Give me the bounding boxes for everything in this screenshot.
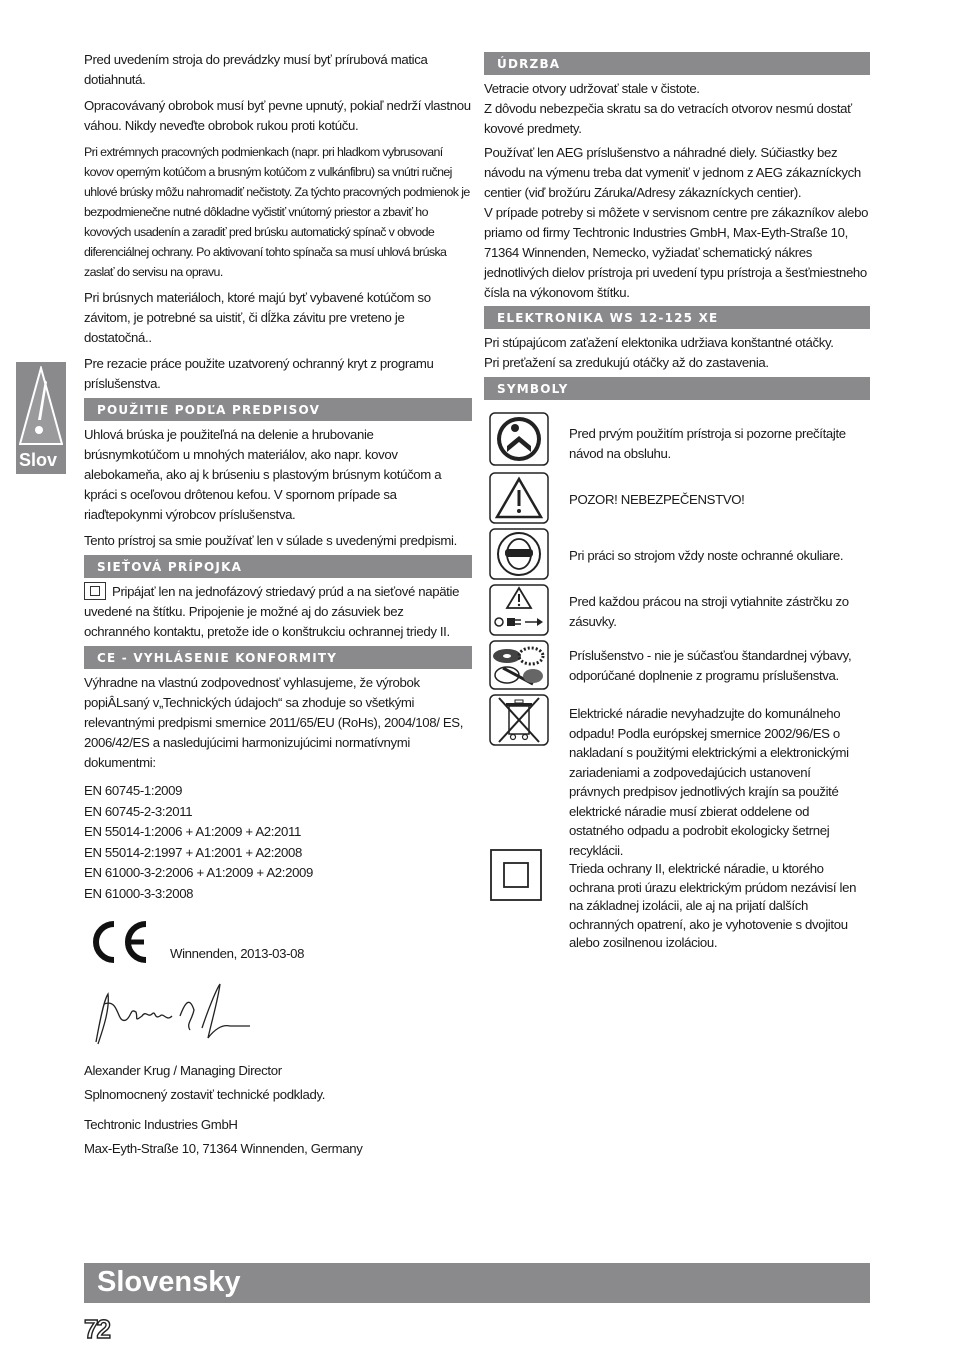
symbol-text-class-ii: Trieda ochrany II, elektrické náradie, u ktorého ochrana proti úrazu elektrickým prúdom nezávisí len na základnej izolácii, ale aj na prijatí dalších ochranných opatrení, ako je vyhotovenie s dvojitou alebo zosilnenou izoláciou. <box>569 861 857 950</box>
symbol-text-accessories: Príslušenstvo - nie je súčasťou štandardnej výbavy, odporúčané doplnenie z programu príslušenstva. <box>569 648 852 683</box>
company-name: Techtronic Industries GmbH <box>84 1117 238 1132</box>
ce-mark-icon <box>86 920 150 964</box>
paragraph-mains <box>84 582 472 642</box>
standard-item: EN 55014-2:1997 + A1:2001 + A2:2008 <box>84 844 302 860</box>
paragraph-workpiece: Opracovávaný obrobok musí byť pevne upnutý, pokiaľ nedrží vlastnou váhou. Nikdy neveďte obrobok rukou proti kotúču. <box>84 98 471 133</box>
standard-item: EN 61000-3-2:2006 + A1:2009 + A2:2009 <box>84 865 314 880</box>
symbols-list <box>484 404 870 950</box>
warning-exclamation-icon <box>19 366 63 446</box>
heading-electronics: ELEKTRONIKA WS 12-125 XE <box>484 306 870 329</box>
heading-mains-connection: SIEŤOVÁ PRÍPOJKA <box>84 555 472 578</box>
elec-line-1: Pri stúpajúcom zaťažení elektonika udržiava konštantné otáčky. <box>484 335 834 350</box>
read-manual-icon <box>489 412 549 466</box>
language-side-tab <box>16 362 66 474</box>
paragraph-maint-parts <box>484 143 870 303</box>
standard-item: EN 55014-1:2006 + A1:2009 + A2:2011 <box>84 824 302 839</box>
symbol-text-goggles: Pri práci so strojom vždy noste ochranné okuliare. <box>569 548 844 563</box>
safety-goggles-icon <box>489 528 549 580</box>
paragraph-cutting-guard: Pre rezacie práce použite uzatvorený ochranný kryt z programu príslušenstva. <box>84 356 434 391</box>
class-ii-icon <box>489 848 543 902</box>
crossed-bin-icon <box>489 694 549 746</box>
footer-language-title: Slovensky <box>97 1266 241 1298</box>
elec-line-2: Pri preťažení sa zredukujú otáčky až do zastavenia. <box>484 355 769 370</box>
authorized-person: Splnomocnený zostaviť technické podklady. <box>84 1087 326 1102</box>
paragraph-use-compliance: Tento prístroj sa smie používať len v súlade s uvedenými predpismi. <box>84 533 457 548</box>
right-column <box>484 52 870 950</box>
company-address: Max-Eyth-Straße 10, 71364 Winnenden, Germany <box>84 1141 363 1156</box>
place-date: Winnenden, 2013-03-08 <box>170 946 305 961</box>
standard-item: EN 60745-2-3:2011 <box>84 803 193 819</box>
paragraph-thread-length: Pri brúsnych materiáloch, ktoré majú byť vybavené kotúčom so závitom, je potrebné sa uistiť, či dĺžka závitu pre vreteno je dostatočná.. <box>84 290 431 345</box>
standard-item: EN 61000-3-3:2008 <box>84 885 194 901</box>
heading-maintenance: ÚDRZBA <box>484 52 870 75</box>
symbol-text-warning: POZOR! NEBEZPEČENSTVO! <box>569 492 745 507</box>
paragraph-extreme-conditions: Pri extrémnych pracovných podmienkach (napr. pri hladkom vybrusovaní kovov operným kotúčom a brusným kotúčom z vulkánfibru) sa vnútri ručnej uhlové brúsky môžu nahromadiť nečistoty. Za týchto pracovných podmienok je bezpodmienečne nutné dôkladne vyčistiť vnútorný priestor a zbaviť ho kovových usadenín a zaradiť pred brúsku automatický spínač v obvode diferenciálnej ochrany. Po aktivovaní tohto spínača sa musí uhlová brúska zaslať do servisu na opravu. <box>84 145 470 279</box>
symbol-text-unplug: Pred každou prácou na stroji vytiahnite zástrčku zo zásuvky. <box>569 594 849 629</box>
mains-text: Pripájať len na jednofázový striedavý prúd a na sieťové napätie uvedené na štítku. Pripojenie je možné aj do zásuviek bez ochranného kontaktu, pretože ide o konštrukciu ochrannej triedy II. <box>84 584 460 639</box>
paragraph-flange-nut: Pred uvedením stroja do prevádzky musí byť prírubová matica dotiahnutá. <box>84 52 428 87</box>
standard-item: EN 60745-1:2009 <box>84 783 183 798</box>
maint-line-4: V prípade potreby si môžete v servisnom centre pre zákazníkov alebo priamo od firmy Techtronic Industries GmbH, Max-Eyth-Straße 10, 71364 Winnenden, Nemecko, vyžiadať schematický nákres jednotlivých dielov prístroja pri uvedení typu prístroja a šesťmiestneho čísla na výkonovom štítku. <box>484 205 869 300</box>
unplug-icon <box>489 584 549 636</box>
left-column <box>84 50 472 1166</box>
heading-symbols: SYMBOLY <box>484 377 870 400</box>
standards-list <box>84 781 472 904</box>
symbol-text-read-manual: Pred prvým použitím prístroja si pozorne prečítajte návod na obsluhu. <box>569 426 846 461</box>
footer-language-bar <box>84 1263 870 1303</box>
class-ii-small-icon <box>84 582 106 600</box>
warning-triangle-icon <box>489 472 549 524</box>
signature-image <box>90 980 260 1050</box>
symbol-text-weee: Elektrické náradie nevyhadzujte do komunálneho odpadu! Podla európskej smernice 2002/96/ES o nakladaní s použitými elektrickými a elektronickými zariadeniami a zodpovedajúcich ustanovení právnych predpisov jednotlivých krajín sa použité elektrické náradie musí zbierat oddelene od ostatného odpadu a podrobit ekologicky šetrnej recyklácii. <box>569 706 849 858</box>
maint-line-2: Z dôvodu nebezpečia skratu sa do vetracích otvorov nesmú dostať kovové predmety. <box>484 101 852 136</box>
ce-mark-row <box>84 920 472 972</box>
paragraph-ce-declaration: Výhradne na vlastnú zodpovednosť vyhlasujeme, že výrobok popiÂLsaný v„Technických údajoch“ sa zhoduje so všetkými relevantnými predpismi smernice 2011/65/EU (RoHs), 2004/108/ ES, 2006/42/ES a nasledujúcimi harmonizujúcimi normatívnymi dokumentmi: <box>84 675 464 770</box>
side-tab-label: Slov <box>19 450 58 470</box>
paragraph-intended-use: Uhlová brúska je použiteľná na delenie a hrubovanie brúsnymkotúčom u mnohých materiálov, ako napr. kovov alebokameňa, ako aj k brúseniu s plastovým brúsnym kotúčom a kpráci s oceľovou drôtenou kefou. V spornom prípade sa riaďtepokynmi výrobcov príslušenstva. <box>84 427 442 522</box>
heading-ce-declaration: CE - VYHLÁSENIE KONFORMITY <box>84 646 472 669</box>
accessories-icon <box>489 640 549 690</box>
paragraph-electronics <box>484 333 870 373</box>
maint-line-1: Vetracie otvory udržovať stale v čistote. <box>484 81 700 96</box>
page-number: 72 <box>84 1314 109 1344</box>
paragraph-maint-vents <box>484 79 870 139</box>
heading-intended-use: POUŽITIE PODĽA PREDPISOV <box>84 398 472 421</box>
maint-line-3: Používať len AEG príslušenstvo a náhradné diely. Súčiastky bez návodu na výmenu treba dat vymeniť v jednom z AEG zákazníckych centier (viď brožúru Záruka/Adresy zákazníckych centier). <box>484 145 861 200</box>
signer-name: Alexander Krug / Managing Director <box>84 1063 282 1078</box>
